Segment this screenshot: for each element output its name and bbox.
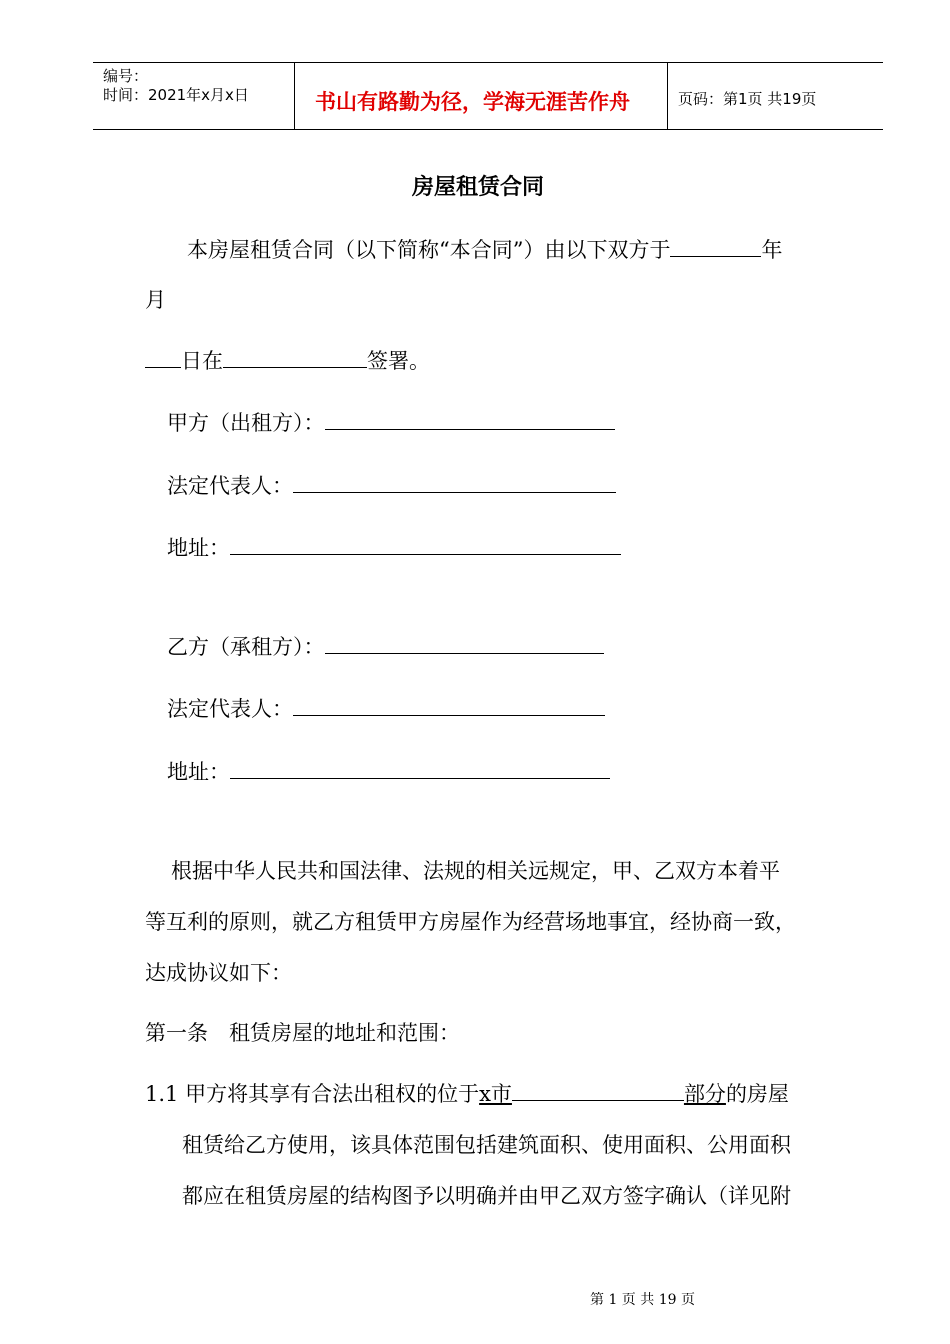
place-blank[interactable] bbox=[223, 345, 367, 368]
clause-number: 1.1 bbox=[145, 1082, 179, 1106]
signed-label: 签署。 bbox=[367, 349, 430, 373]
page-footer: 第 1 页 共 19 页 bbox=[590, 1292, 695, 1308]
article-1-heading: 第一条 租赁房屋的地址和范围： bbox=[145, 1021, 460, 1045]
party-b-label: 乙方（承租方）： bbox=[167, 635, 325, 659]
year-blank[interactable] bbox=[670, 234, 761, 257]
party-a-line bbox=[167, 407, 615, 437]
page-info: 页码：第1页 共19页 bbox=[678, 90, 817, 108]
year-suffix: 年 bbox=[761, 238, 783, 262]
header-divider-right bbox=[667, 62, 668, 130]
intro-text: 本房屋租赁合同（以下简称“本合同”）由以下双方于 bbox=[187, 238, 671, 262]
day-blank[interactable] bbox=[145, 345, 181, 368]
party-a-addr-blank[interactable] bbox=[230, 532, 621, 555]
city-field: x市 bbox=[479, 1082, 512, 1106]
party-a-rep-label: 法定代表人： bbox=[167, 474, 293, 498]
time-label: 时间：2021年x月x日 bbox=[103, 86, 249, 104]
party-b-addr-blank[interactable] bbox=[230, 756, 610, 779]
clause-1-1-line-2: 租赁给乙方使用，该具体范围包括建筑面积、使用面积、公用面积 bbox=[182, 1133, 791, 1157]
party-a-addr-label: 地址： bbox=[167, 536, 230, 560]
party-a-blank[interactable] bbox=[325, 407, 615, 430]
party-b-addr-line bbox=[167, 756, 610, 786]
preamble-line-1: 根据中华人民共和国法律、法规的相关远规定，甲、乙双方本着平 bbox=[171, 859, 780, 883]
location-blank[interactable] bbox=[512, 1078, 684, 1101]
party-b-addr-label: 地址： bbox=[167, 760, 230, 784]
clause-end: 的房屋 bbox=[725, 1082, 789, 1106]
party-b-blank[interactable] bbox=[325, 631, 604, 654]
header-motto: 书山有路勤为径，学海无涯苦作舟 bbox=[315, 90, 630, 114]
header-divider-left bbox=[294, 62, 295, 130]
clause-1-1-line-3: 都应在租赁房屋的结构图予以明确并由甲乙双方签字确认（详见附 bbox=[182, 1184, 791, 1208]
day-line bbox=[145, 345, 430, 375]
party-b-rep-blank[interactable] bbox=[293, 693, 605, 716]
part-field: 部分 bbox=[683, 1082, 726, 1106]
document-title: 房屋租赁合同 bbox=[412, 174, 545, 200]
preamble-line-2: 等互利的原则，就乙方租赁甲方房屋作为经营场地事宜，经协商一致， bbox=[145, 910, 796, 934]
clause-start: 甲方将其享有合法出租权的位于 bbox=[185, 1082, 480, 1106]
clause-1-1-line bbox=[145, 1078, 789, 1108]
party-b-rep-label: 法定代表人： bbox=[167, 697, 293, 721]
preamble-line-3: 达成协议如下： bbox=[145, 961, 292, 985]
serial-label: 编号： bbox=[103, 67, 149, 85]
day-label: 日在 bbox=[181, 349, 223, 373]
party-a-addr-line bbox=[167, 532, 621, 562]
party-a-rep-line bbox=[167, 470, 616, 500]
month-label: 月 bbox=[145, 288, 166, 312]
header-top-rule bbox=[93, 62, 883, 63]
party-b-line bbox=[167, 631, 604, 661]
intro-line bbox=[187, 234, 782, 264]
party-a-rep-blank[interactable] bbox=[293, 470, 616, 493]
party-b-rep-line bbox=[167, 693, 605, 723]
header-bottom-rule bbox=[93, 129, 883, 130]
party-a-label: 甲方（出租方）： bbox=[167, 411, 325, 435]
